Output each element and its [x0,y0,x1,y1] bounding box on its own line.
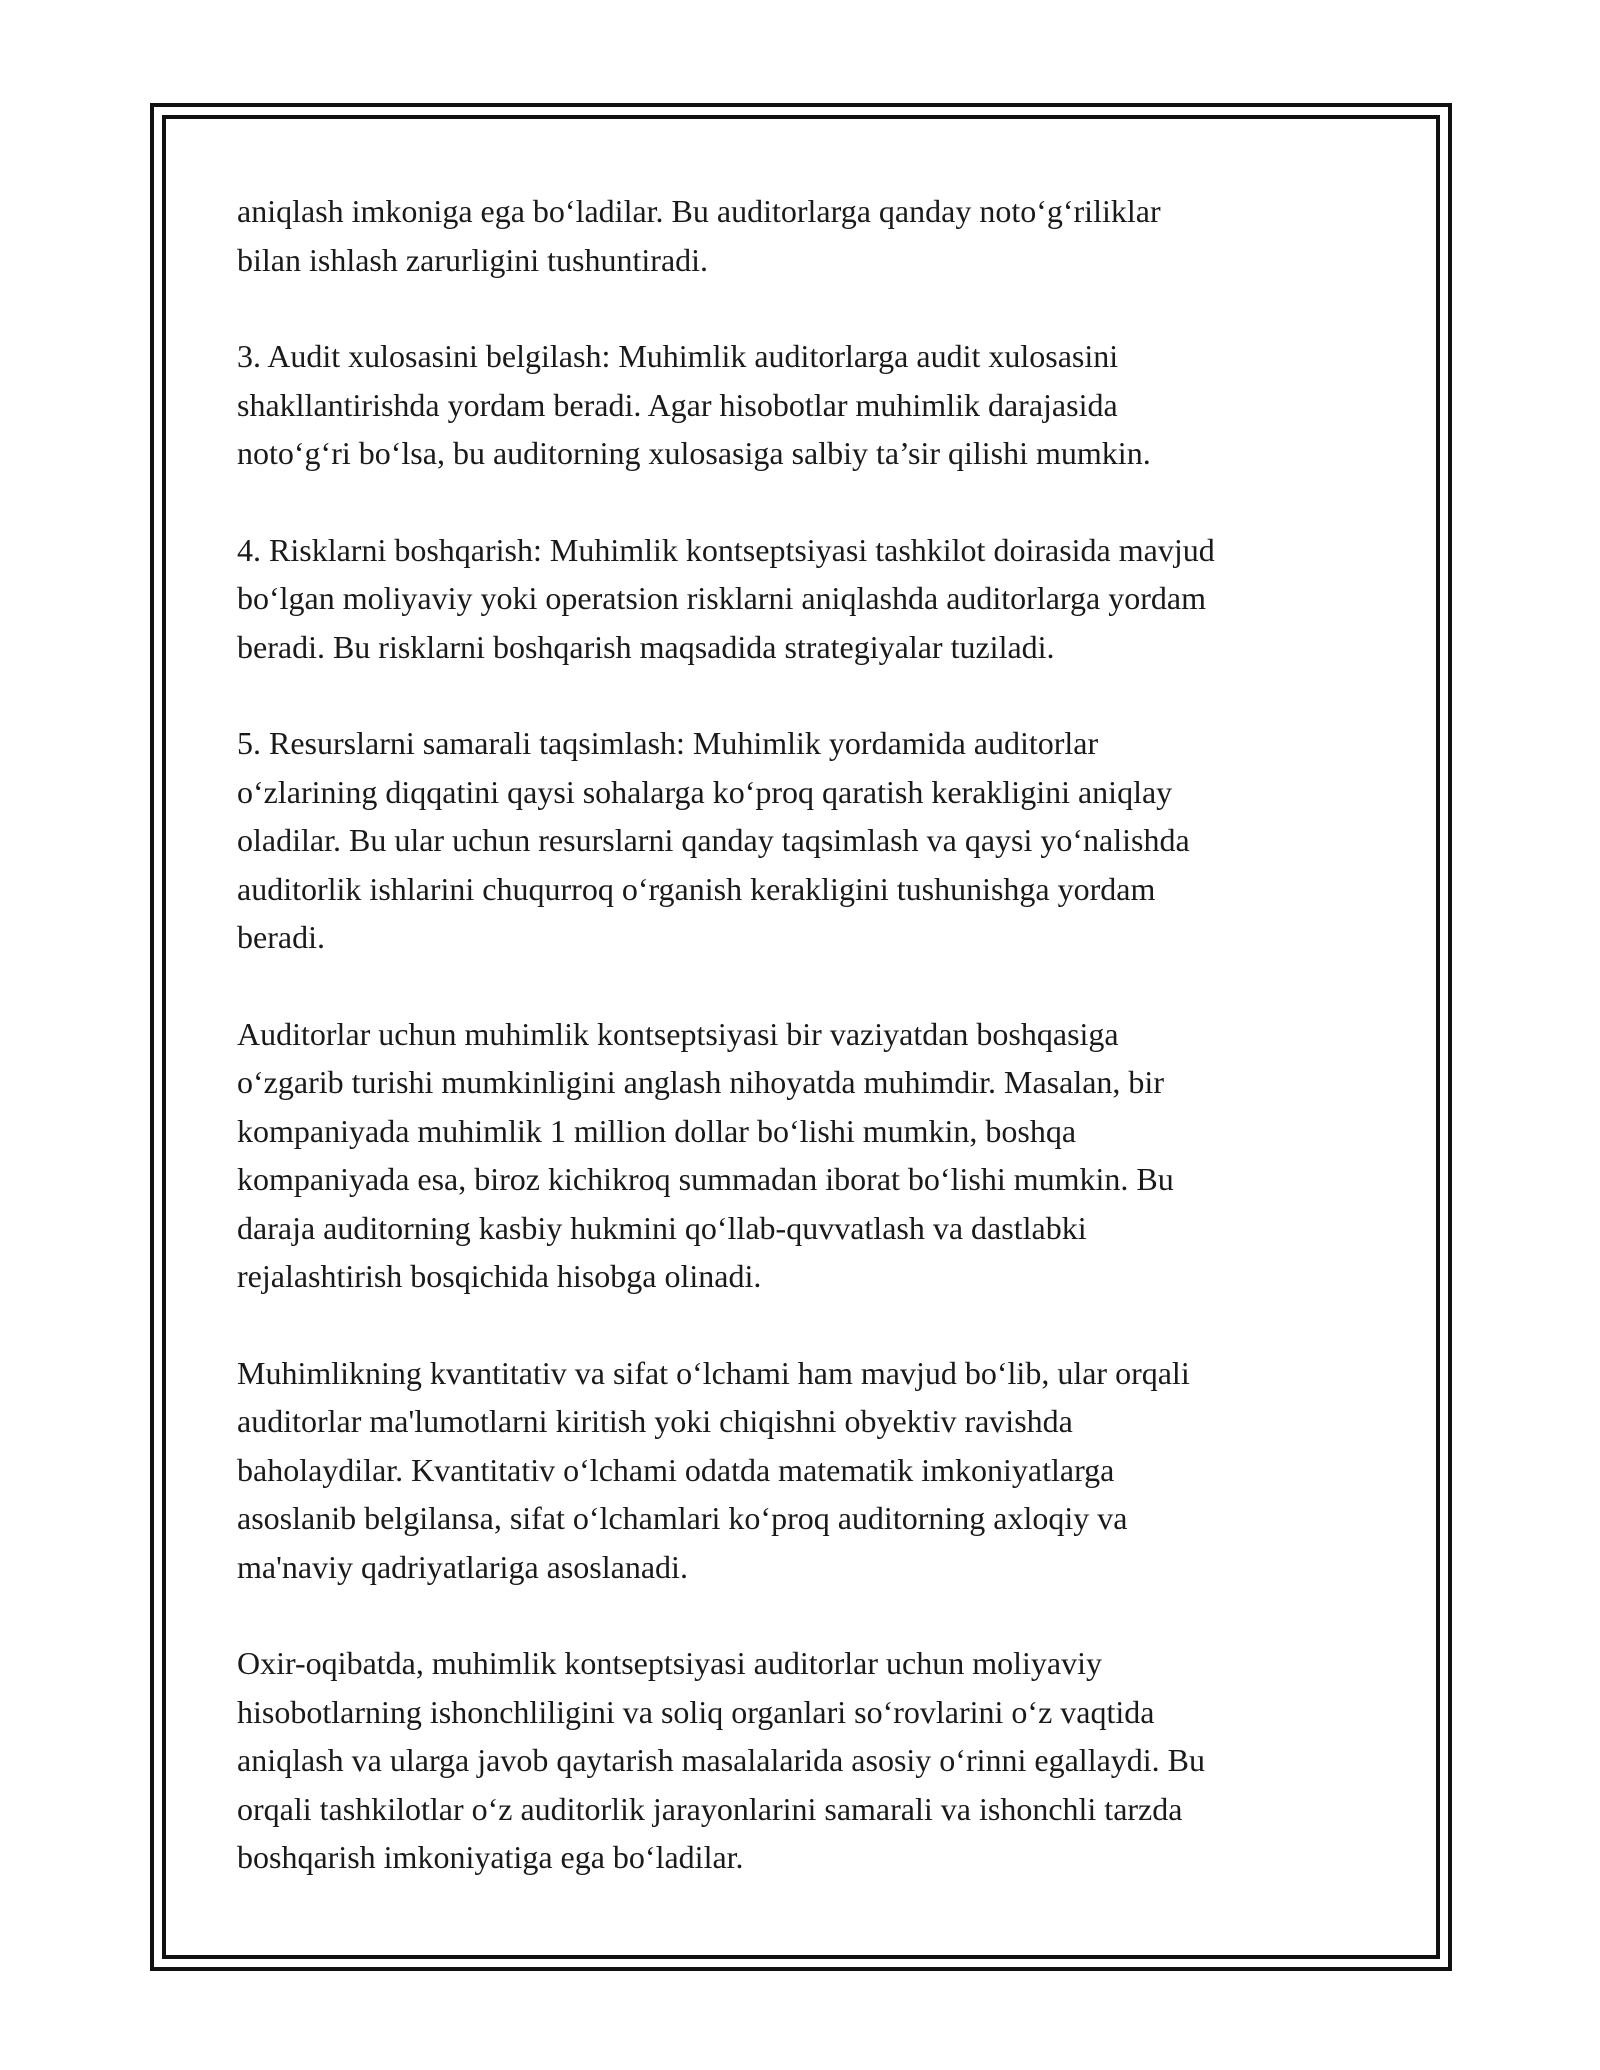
document-body [237,187,1377,1930]
paragraph-quantitative-qualitative: Muhimlikning kvantitativ va sifat o‘lchami ham mavjud bo‘lib, ular orqali auditorlar ma'lumotlarni kiritish yoki chiqishni obyektiv ravishda baholaydilar. Kvantitativ o‘lchami odatda matematik imkoniyatlarga asoslanib belgilansa, sifat o‘lchamlari ko‘proq auditorning axloqiy va ma'naviy qadriyatlariga asoslanadi. [237,1354,1190,1585]
paragraph-audit-conclusion: 3. Audit xulosasini belgilash: Muhimlik auditorlarga audit xulosasini shakllantirishda yordam beradi. Agar hisobotlar muhimlik darajasida noto‘g‘ri bo‘lsa, bu auditorning xulosasiga salbiy ta’sir qilishi mumkin. [237,338,1151,471]
paragraph-intro-continuation: aniqlash imkoniga ega bo‘ladilar. Bu auditorlarga qanday noto‘g‘riliklar bilan ishlash zarurligini tushuntiradi. [237,193,1161,278]
paragraph-conclusion: Oxir-oqibatda, muhimlik kontseptsiyasi auditorlar uchun moliyaviy hisobotlarning ishonchliligini va soliq organlari so‘rovlarini o‘z vaqtida aniqlash va ularga javob qaytarish masalalarida asosiy o‘rinni egallaydi. Bu orqali tashkilotlar o‘z auditorlik jarayonlarini samarali va ishonchli tarzda boshqarish imkoniyatiga ega bo‘ladilar. [237,1645,1206,1875]
paragraph-materiality-variation: Auditorlar uchun muhimlik kontseptsiyasi bir vaziyatdan boshqasiga o‘zgarib turishi mumkinligini anglash nihoyatda muhimdir. Masalan, bir kompaniyada muhimlik 1 million dollar bo‘lishi mumkin, boshqa kompaniyada esa, biroz kichikroq summadan iborat bo‘lishi mumkin. Bu daraja auditorning kasbiy hukmini qo‘llab-quvvatlash va dastlabki rejalashtirish bosqichida hisobga olinadi. [237,1015,1174,1294]
paragraph-risk-management: 4. Risklarni boshqarish: Muhimlik kontseptsiyasi tashkilot doirasida mavjud bo‘lgan moliyaviy yoki operatsion risklarni aniqlashda auditorlarga yordam beradi. Bu risklarni boshqarish maqsadida strategiyalar tuziladi. [237,531,1215,665]
paragraph-resource-allocation: 5. Resurslarni samarali taqsimlash: Muhimlik yordamida auditorlar o‘zlarining diqqatini qaysi sohalarga ko‘proq qaratish kerakligini aniqlay oladilar. Bu ular uchun resurslarni qanday taqsimlash va qaysi yo‘nalishda auditorlik ishlarini chuqurroq o‘rganish kerakligini tushunishga yordam beradi. [237,725,1190,955]
